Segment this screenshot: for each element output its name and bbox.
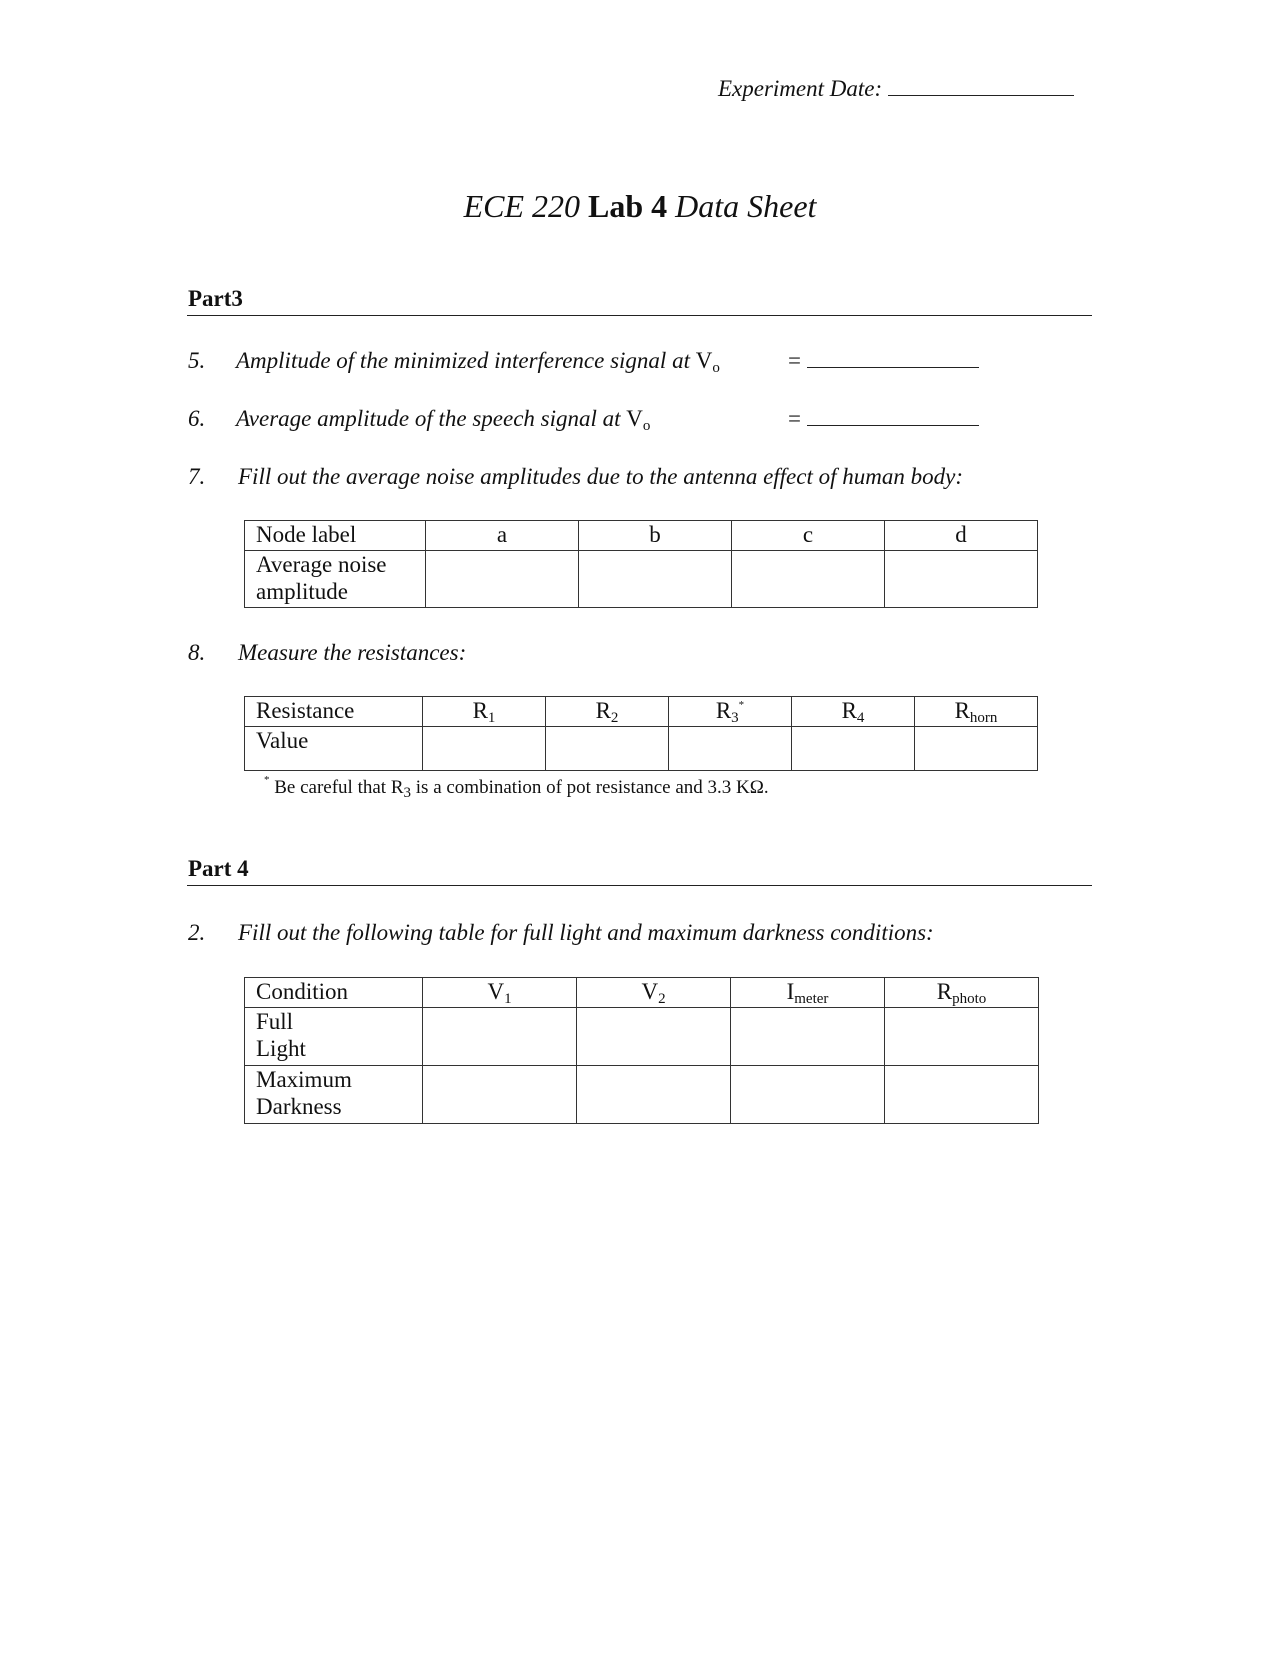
col-rhorn: $R_{horn}$ [915,697,1038,727]
footnote-mark: * [264,774,270,786]
table-row [245,978,1039,1008]
col-imeter: $I_{meter}$ [731,978,885,1008]
q6-answer-field[interactable] [807,425,979,426]
title-sheet: Data Sheet [675,188,817,224]
q6-label: Average amplitude of the speech signal at [236,406,621,431]
experiment-date [718,76,1074,102]
q5-text [236,348,720,374]
q5-equals: = [788,348,801,373]
q6-number: 6. [188,406,206,431]
q5-number: 5. [188,348,206,373]
experiment-date-field[interactable] [888,95,1074,96]
max-darkness-v1-cell[interactable] [423,1066,577,1124]
node-d: d [885,521,1038,551]
resistance-row-label: Value [245,727,423,771]
table-row [245,697,1038,727]
noise-table [244,520,1038,608]
footnote-sub: 3 [403,785,412,801]
q6-equals: = [788,406,801,431]
resistance-table [244,696,1038,771]
row-full-light-label: Full Light [245,1008,423,1066]
q5-answer [788,348,979,374]
col-rphoto: $R_{photo}$ [885,978,1039,1008]
part3-heading: Part3 [188,286,243,311]
max-darkness-v2-cell[interactable] [577,1066,731,1124]
noise-cell-d[interactable] [885,551,1038,608]
table-row [245,727,1038,771]
footnote-text-after: is a combination of pot resistance and 3.3 KΩ. [415,777,769,798]
q8-number: 8. [188,640,206,665]
resistance-header-label: Resistance [245,697,423,727]
q7-number: 7. [188,464,206,489]
q5-label: Amplitude of the minimized interference signal at [236,348,690,373]
node-b: b [579,521,732,551]
q6-text [236,406,650,432]
full-light-imeter-cell[interactable] [731,1008,885,1066]
noise-row-label: Average noise amplitude [245,551,426,608]
col-r1: $R_1$ [423,697,546,727]
col-v1: $V_1$ [423,978,577,1008]
value-cell-r1[interactable] [423,727,546,771]
light-header-label: Condition [245,978,423,1008]
value-cell-rhorn[interactable] [915,727,1038,771]
title-lab: Lab 4 [588,188,668,224]
part4-divider [187,885,1092,886]
q6-var: $V_o$ [626,406,651,434]
page-title [0,188,1280,225]
full-light-v1-cell[interactable] [423,1008,577,1066]
full-light-v2-cell[interactable] [577,1008,731,1066]
full-light-rphoto-cell[interactable] [885,1008,1039,1066]
value-cell-r2[interactable] [546,727,669,771]
col-r3: $R_3^*$ [669,697,792,727]
noise-cell-c[interactable] [732,551,885,608]
noise-cell-a[interactable] [426,551,579,608]
q2-text: Fill out the following table for full light and maximum darkness conditions: [238,920,934,945]
footnote-text-before: Be careful that R [274,777,404,798]
value-cell-r3[interactable] [669,727,792,771]
table-row [245,1008,1039,1066]
q6-answer [788,406,979,432]
table-row [245,1066,1039,1124]
light-table [244,977,1039,1124]
part4-heading: Part 4 [188,856,249,881]
max-darkness-rphoto-cell[interactable] [885,1066,1039,1124]
col-r2: $R_2$ [546,697,669,727]
node-c: c [732,521,885,551]
table-row [245,551,1038,608]
experiment-date-label: Experiment Date: [718,76,883,101]
q7-text: Fill out the average noise amplitudes due to the antenna effect of human body: [238,464,963,489]
noise-header-label: Node label [245,521,426,551]
max-darkness-imeter-cell[interactable] [731,1066,885,1124]
q5-answer-field[interactable] [807,367,979,368]
col-v2: $V_2$ [577,978,731,1008]
part3-divider [187,315,1092,316]
table-row [245,521,1038,551]
node-a: a [426,521,579,551]
noise-cell-b[interactable] [579,551,732,608]
col-r4: $R_4$ [792,697,915,727]
q5-var: $V_o$ [695,348,720,376]
row-max-darkness-label: Maximum Darkness [245,1066,423,1124]
value-cell-r4[interactable] [792,727,915,771]
title-course: ECE 220 [463,188,580,224]
q2-number: 2. [188,920,206,945]
q8-text: Measure the resistances: [238,640,467,665]
footnote [264,774,769,801]
